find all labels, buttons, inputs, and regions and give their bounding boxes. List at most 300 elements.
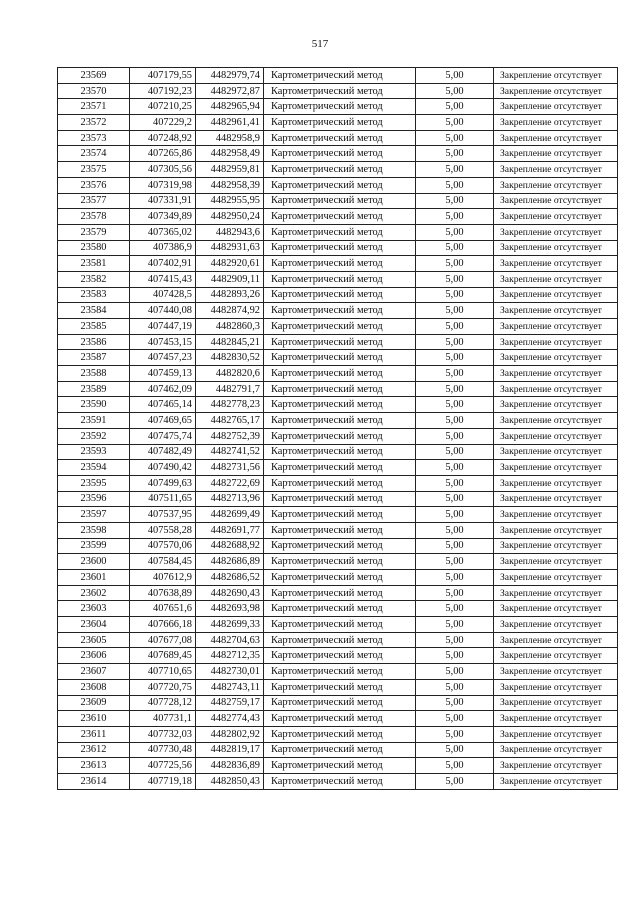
fixing-cell: Закрепление отсутствует bbox=[494, 758, 618, 774]
y-coordinate-cell: 4482958,49 bbox=[196, 146, 264, 162]
method-cell: Картометрический метод bbox=[264, 381, 416, 397]
method-cell: Картометрический метод bbox=[264, 287, 416, 303]
y-coordinate-cell: 4482704,63 bbox=[196, 632, 264, 648]
table-row bbox=[58, 256, 618, 272]
method-cell: Картометрический метод bbox=[264, 209, 416, 225]
fixing-cell: Закрепление отсутствует bbox=[494, 507, 618, 523]
x-coordinate-cell: 407511,65 bbox=[130, 491, 196, 507]
point-number-cell: 23591 bbox=[58, 413, 130, 429]
x-coordinate-cell: 407265,86 bbox=[130, 146, 196, 162]
precision-cell: 5,00 bbox=[416, 742, 494, 758]
fixing-cell: Закрепление отсутствует bbox=[494, 146, 618, 162]
fixing-cell: Закрепление отсутствует bbox=[494, 381, 618, 397]
x-coordinate-cell: 407666,18 bbox=[130, 617, 196, 633]
x-coordinate-cell: 407349,89 bbox=[130, 209, 196, 225]
fixing-cell: Закрепление отсутствует bbox=[494, 695, 618, 711]
y-coordinate-cell: 4482909,11 bbox=[196, 271, 264, 287]
fixing-cell: Закрепление отсутствует bbox=[494, 287, 618, 303]
x-coordinate-cell: 407499,63 bbox=[130, 475, 196, 491]
point-number-cell: 23605 bbox=[58, 632, 130, 648]
table-row bbox=[58, 209, 618, 225]
method-cell: Картометрический метод bbox=[264, 319, 416, 335]
y-coordinate-cell: 4482943,6 bbox=[196, 224, 264, 240]
y-coordinate-cell: 4482860,3 bbox=[196, 319, 264, 335]
fixing-cell: Закрепление отсутствует bbox=[494, 742, 618, 758]
fixing-cell: Закрепление отсутствует bbox=[494, 617, 618, 633]
precision-cell: 5,00 bbox=[416, 522, 494, 538]
point-number-cell: 23569 bbox=[58, 68, 130, 84]
precision-cell: 5,00 bbox=[416, 507, 494, 523]
point-number-cell: 23583 bbox=[58, 287, 130, 303]
y-coordinate-cell: 4482791,7 bbox=[196, 381, 264, 397]
table-row bbox=[58, 664, 618, 680]
table-row bbox=[58, 397, 618, 413]
table-row bbox=[58, 570, 618, 586]
precision-cell: 5,00 bbox=[416, 601, 494, 617]
point-number-cell: 23570 bbox=[58, 83, 130, 99]
precision-cell: 5,00 bbox=[416, 209, 494, 225]
precision-cell: 5,00 bbox=[416, 773, 494, 789]
y-coordinate-cell: 4482712,35 bbox=[196, 648, 264, 664]
y-coordinate-cell: 4482774,43 bbox=[196, 711, 264, 727]
table-row bbox=[58, 617, 618, 633]
table-row bbox=[58, 585, 618, 601]
table-row bbox=[58, 711, 618, 727]
point-number-cell: 23585 bbox=[58, 319, 130, 335]
x-coordinate-cell: 407386,9 bbox=[130, 240, 196, 256]
fixing-cell: Закрепление отсутствует bbox=[494, 632, 618, 648]
method-cell: Картометрический метод bbox=[264, 366, 416, 382]
x-coordinate-cell: 407365,02 bbox=[130, 224, 196, 240]
x-coordinate-cell: 407475,74 bbox=[130, 428, 196, 444]
x-coordinate-cell: 407731,1 bbox=[130, 711, 196, 727]
precision-cell: 5,00 bbox=[416, 224, 494, 240]
y-coordinate-cell: 4482965,94 bbox=[196, 99, 264, 115]
fixing-cell: Закрепление отсутствует bbox=[494, 209, 618, 225]
precision-cell: 5,00 bbox=[416, 381, 494, 397]
method-cell: Картометрический метод bbox=[264, 162, 416, 178]
x-coordinate-cell: 407459,13 bbox=[130, 366, 196, 382]
point-number-cell: 23609 bbox=[58, 695, 130, 711]
fixing-cell: Закрепление отсутствует bbox=[494, 177, 618, 193]
method-cell: Картометрический метод bbox=[264, 193, 416, 209]
table-row bbox=[58, 632, 618, 648]
fixing-cell: Закрепление отсутствует bbox=[494, 83, 618, 99]
precision-cell: 5,00 bbox=[416, 115, 494, 131]
point-number-cell: 23601 bbox=[58, 570, 130, 586]
point-number-cell: 23592 bbox=[58, 428, 130, 444]
fixing-cell: Закрепление отсутствует bbox=[494, 585, 618, 601]
method-cell: Картометрический метод bbox=[264, 554, 416, 570]
method-cell: Картометрический метод bbox=[264, 585, 416, 601]
fixing-cell: Закрепление отсутствует bbox=[494, 350, 618, 366]
table-row bbox=[58, 538, 618, 554]
table-row bbox=[58, 68, 618, 84]
method-cell: Картометрический метод bbox=[264, 350, 416, 366]
table-row bbox=[58, 444, 618, 460]
y-coordinate-cell: 4482691,77 bbox=[196, 522, 264, 538]
x-coordinate-cell: 407677,08 bbox=[130, 632, 196, 648]
method-cell: Картометрический метод bbox=[264, 601, 416, 617]
point-number-cell: 23577 bbox=[58, 193, 130, 209]
precision-cell: 5,00 bbox=[416, 130, 494, 146]
precision-cell: 5,00 bbox=[416, 397, 494, 413]
x-coordinate-cell: 407440,08 bbox=[130, 303, 196, 319]
table-row bbox=[58, 758, 618, 774]
y-coordinate-cell: 4482959,81 bbox=[196, 162, 264, 178]
point-number-cell: 23602 bbox=[58, 585, 130, 601]
y-coordinate-cell: 4482730,01 bbox=[196, 664, 264, 680]
point-number-cell: 23581 bbox=[58, 256, 130, 272]
table-row bbox=[58, 115, 618, 131]
method-cell: Картометрический метод bbox=[264, 303, 416, 319]
table-row bbox=[58, 460, 618, 476]
precision-cell: 5,00 bbox=[416, 475, 494, 491]
point-number-cell: 23613 bbox=[58, 758, 130, 774]
point-number-cell: 23603 bbox=[58, 601, 130, 617]
table-row bbox=[58, 146, 618, 162]
fixing-cell: Закрепление отсутствует bbox=[494, 115, 618, 131]
table-row bbox=[58, 695, 618, 711]
table-row bbox=[58, 522, 618, 538]
point-number-cell: 23575 bbox=[58, 162, 130, 178]
precision-cell: 5,00 bbox=[416, 758, 494, 774]
method-cell: Картометрический метод bbox=[264, 83, 416, 99]
table-body bbox=[58, 68, 618, 790]
y-coordinate-cell: 4482920,61 bbox=[196, 256, 264, 272]
table-row bbox=[58, 177, 618, 193]
fixing-cell: Закрепление отсутствует bbox=[494, 428, 618, 444]
table-row bbox=[58, 224, 618, 240]
method-cell: Картометрический метод bbox=[264, 130, 416, 146]
y-coordinate-cell: 4482820,6 bbox=[196, 366, 264, 382]
precision-cell: 5,00 bbox=[416, 68, 494, 84]
x-coordinate-cell: 407415,43 bbox=[130, 271, 196, 287]
fixing-cell: Закрепление отсутствует bbox=[494, 366, 618, 382]
precision-cell: 5,00 bbox=[416, 413, 494, 429]
y-coordinate-cell: 4482686,89 bbox=[196, 554, 264, 570]
fixing-cell: Закрепление отсутствует bbox=[494, 413, 618, 429]
x-coordinate-cell: 407192,23 bbox=[130, 83, 196, 99]
x-coordinate-cell: 407490,42 bbox=[130, 460, 196, 476]
point-number-cell: 23573 bbox=[58, 130, 130, 146]
point-number-cell: 23584 bbox=[58, 303, 130, 319]
method-cell: Картометрический метод bbox=[264, 726, 416, 742]
y-coordinate-cell: 4482874,92 bbox=[196, 303, 264, 319]
method-cell: Картометрический метод bbox=[264, 773, 416, 789]
y-coordinate-cell: 4482802,92 bbox=[196, 726, 264, 742]
method-cell: Картометрический метод bbox=[264, 413, 416, 429]
precision-cell: 5,00 bbox=[416, 319, 494, 335]
point-number-cell: 23604 bbox=[58, 617, 130, 633]
point-number-cell: 23582 bbox=[58, 271, 130, 287]
fixing-cell: Закрепление отсутствует bbox=[494, 193, 618, 209]
method-cell: Картометрический метод bbox=[264, 679, 416, 695]
point-number-cell: 23586 bbox=[58, 334, 130, 350]
y-coordinate-cell: 4482713,96 bbox=[196, 491, 264, 507]
fixing-cell: Закрепление отсутствует bbox=[494, 648, 618, 664]
y-coordinate-cell: 4482752,39 bbox=[196, 428, 264, 444]
precision-cell: 5,00 bbox=[416, 162, 494, 178]
table-row bbox=[58, 742, 618, 758]
table-row bbox=[58, 240, 618, 256]
method-cell: Картометрический метод bbox=[264, 271, 416, 287]
precision-cell: 5,00 bbox=[416, 428, 494, 444]
y-coordinate-cell: 4482693,98 bbox=[196, 601, 264, 617]
fixing-cell: Закрепление отсутствует bbox=[494, 130, 618, 146]
fixing-cell: Закрепление отсутствует bbox=[494, 601, 618, 617]
table-row bbox=[58, 554, 618, 570]
y-coordinate-cell: 4482950,24 bbox=[196, 209, 264, 225]
precision-cell: 5,00 bbox=[416, 256, 494, 272]
table-row bbox=[58, 475, 618, 491]
x-coordinate-cell: 407725,56 bbox=[130, 758, 196, 774]
table-row bbox=[58, 601, 618, 617]
x-coordinate-cell: 407453,15 bbox=[130, 334, 196, 350]
precision-cell: 5,00 bbox=[416, 366, 494, 382]
method-cell: Картометрический метод bbox=[264, 334, 416, 350]
precision-cell: 5,00 bbox=[416, 585, 494, 601]
y-coordinate-cell: 4482686,52 bbox=[196, 570, 264, 586]
y-coordinate-cell: 4482893,26 bbox=[196, 287, 264, 303]
fixing-cell: Закрепление отсутствует bbox=[494, 303, 618, 319]
method-cell: Картометрический метод bbox=[264, 256, 416, 272]
x-coordinate-cell: 407331,91 bbox=[130, 193, 196, 209]
x-coordinate-cell: 407558,28 bbox=[130, 522, 196, 538]
x-coordinate-cell: 407447,19 bbox=[130, 319, 196, 335]
x-coordinate-cell: 407537,95 bbox=[130, 507, 196, 523]
point-number-cell: 23610 bbox=[58, 711, 130, 727]
method-cell: Картометрический метод bbox=[264, 522, 416, 538]
point-number-cell: 23587 bbox=[58, 350, 130, 366]
y-coordinate-cell: 4482699,49 bbox=[196, 507, 264, 523]
point-number-cell: 23607 bbox=[58, 664, 130, 680]
precision-cell: 5,00 bbox=[416, 271, 494, 287]
point-number-cell: 23579 bbox=[58, 224, 130, 240]
y-coordinate-cell: 4482955,95 bbox=[196, 193, 264, 209]
x-coordinate-cell: 407179,55 bbox=[130, 68, 196, 84]
fixing-cell: Закрепление отсутствует bbox=[494, 397, 618, 413]
y-coordinate-cell: 4482743,11 bbox=[196, 679, 264, 695]
table-row bbox=[58, 162, 618, 178]
x-coordinate-cell: 407457,23 bbox=[130, 350, 196, 366]
method-cell: Картометрический метод bbox=[264, 711, 416, 727]
y-coordinate-cell: 4482778,23 bbox=[196, 397, 264, 413]
point-number-cell: 23614 bbox=[58, 773, 130, 789]
table-row bbox=[58, 428, 618, 444]
x-coordinate-cell: 407482,49 bbox=[130, 444, 196, 460]
precision-cell: 5,00 bbox=[416, 444, 494, 460]
precision-cell: 5,00 bbox=[416, 664, 494, 680]
table-row bbox=[58, 130, 618, 146]
point-number-cell: 23595 bbox=[58, 475, 130, 491]
x-coordinate-cell: 407689,45 bbox=[130, 648, 196, 664]
precision-cell: 5,00 bbox=[416, 460, 494, 476]
y-coordinate-cell: 4482961,41 bbox=[196, 115, 264, 131]
table-row bbox=[58, 726, 618, 742]
table-row bbox=[58, 319, 618, 335]
fixing-cell: Закрепление отсутствует bbox=[494, 68, 618, 84]
precision-cell: 5,00 bbox=[416, 83, 494, 99]
point-number-cell: 23578 bbox=[58, 209, 130, 225]
method-cell: Картометрический метод bbox=[264, 632, 416, 648]
method-cell: Картометрический метод bbox=[264, 570, 416, 586]
table-row bbox=[58, 773, 618, 789]
method-cell: Картометрический метод bbox=[264, 695, 416, 711]
precision-cell: 5,00 bbox=[416, 695, 494, 711]
x-coordinate-cell: 407719,18 bbox=[130, 773, 196, 789]
precision-cell: 5,00 bbox=[416, 334, 494, 350]
precision-cell: 5,00 bbox=[416, 570, 494, 586]
y-coordinate-cell: 4482830,52 bbox=[196, 350, 264, 366]
method-cell: Картометрический метод bbox=[264, 428, 416, 444]
method-cell: Картометрический метод bbox=[264, 460, 416, 476]
fixing-cell: Закрепление отсутствует bbox=[494, 240, 618, 256]
point-number-cell: 23611 bbox=[58, 726, 130, 742]
table-row bbox=[58, 99, 618, 115]
y-coordinate-cell: 4482731,56 bbox=[196, 460, 264, 476]
x-coordinate-cell: 407319,98 bbox=[130, 177, 196, 193]
x-coordinate-cell: 407210,25 bbox=[130, 99, 196, 115]
fixing-cell: Закрепление отсутствует bbox=[494, 711, 618, 727]
fixing-cell: Закрепление отсутствует bbox=[494, 271, 618, 287]
fixing-cell: Закрепление отсутствует bbox=[494, 475, 618, 491]
x-coordinate-cell: 407732,03 bbox=[130, 726, 196, 742]
point-number-cell: 23612 bbox=[58, 742, 130, 758]
point-number-cell: 23598 bbox=[58, 522, 130, 538]
fixing-cell: Закрепление отсутствует bbox=[494, 224, 618, 240]
method-cell: Картометрический метод bbox=[264, 397, 416, 413]
y-coordinate-cell: 4482765,17 bbox=[196, 413, 264, 429]
point-number-cell: 23590 bbox=[58, 397, 130, 413]
precision-cell: 5,00 bbox=[416, 538, 494, 554]
x-coordinate-cell: 407402,91 bbox=[130, 256, 196, 272]
table-row bbox=[58, 679, 618, 695]
precision-cell: 5,00 bbox=[416, 726, 494, 742]
method-cell: Картометрический метод bbox=[264, 444, 416, 460]
y-coordinate-cell: 4482836,89 bbox=[196, 758, 264, 774]
method-cell: Картометрический метод bbox=[264, 475, 416, 491]
precision-cell: 5,00 bbox=[416, 287, 494, 303]
x-coordinate-cell: 407584,45 bbox=[130, 554, 196, 570]
fixing-cell: Закрепление отсутствует bbox=[494, 726, 618, 742]
precision-cell: 5,00 bbox=[416, 350, 494, 366]
table-row bbox=[58, 366, 618, 382]
precision-cell: 5,00 bbox=[416, 193, 494, 209]
point-number-cell: 23608 bbox=[58, 679, 130, 695]
precision-cell: 5,00 bbox=[416, 303, 494, 319]
y-coordinate-cell: 4482931,63 bbox=[196, 240, 264, 256]
table-row bbox=[58, 303, 618, 319]
y-coordinate-cell: 4482722,69 bbox=[196, 475, 264, 491]
page-number: 517 bbox=[311, 38, 329, 50]
point-number-cell: 23576 bbox=[58, 177, 130, 193]
precision-cell: 5,00 bbox=[416, 146, 494, 162]
point-number-cell: 23580 bbox=[58, 240, 130, 256]
table-row bbox=[58, 507, 618, 523]
y-coordinate-cell: 4482741,52 bbox=[196, 444, 264, 460]
method-cell: Картометрический метод bbox=[264, 758, 416, 774]
x-coordinate-cell: 407229,2 bbox=[130, 115, 196, 131]
x-coordinate-cell: 407710,65 bbox=[130, 664, 196, 680]
table-row bbox=[58, 287, 618, 303]
y-coordinate-cell: 4482688,92 bbox=[196, 538, 264, 554]
precision-cell: 5,00 bbox=[416, 679, 494, 695]
y-coordinate-cell: 4482845,21 bbox=[196, 334, 264, 350]
precision-cell: 5,00 bbox=[416, 648, 494, 664]
precision-cell: 5,00 bbox=[416, 711, 494, 727]
method-cell: Картометрический метод bbox=[264, 240, 416, 256]
fixing-cell: Закрепление отсутствует bbox=[494, 444, 618, 460]
method-cell: Картометрический метод bbox=[264, 507, 416, 523]
table-row bbox=[58, 413, 618, 429]
y-coordinate-cell: 4482958,39 bbox=[196, 177, 264, 193]
fixing-cell: Закрепление отсутствует bbox=[494, 319, 618, 335]
y-coordinate-cell: 4482759,17 bbox=[196, 695, 264, 711]
y-coordinate-cell: 4482699,33 bbox=[196, 617, 264, 633]
fixing-cell: Закрепление отсутствует bbox=[494, 664, 618, 680]
point-number-cell: 23597 bbox=[58, 507, 130, 523]
table-row bbox=[58, 491, 618, 507]
table-row bbox=[58, 648, 618, 664]
point-number-cell: 23572 bbox=[58, 115, 130, 131]
fixing-cell: Закрепление отсутствует bbox=[494, 522, 618, 538]
fixing-cell: Закрепление отсутствует bbox=[494, 491, 618, 507]
method-cell: Картометрический метод bbox=[264, 177, 416, 193]
fixing-cell: Закрепление отсутствует bbox=[494, 460, 618, 476]
x-coordinate-cell: 407728,12 bbox=[130, 695, 196, 711]
fixing-cell: Закрепление отсутствует bbox=[494, 99, 618, 115]
table-row bbox=[58, 271, 618, 287]
y-coordinate-cell: 4482979,74 bbox=[196, 68, 264, 84]
method-cell: Картометрический метод bbox=[264, 115, 416, 131]
fixing-cell: Закрепление отсутствует bbox=[494, 773, 618, 789]
table-row bbox=[58, 381, 618, 397]
precision-cell: 5,00 bbox=[416, 491, 494, 507]
coordinates-table bbox=[57, 67, 618, 790]
x-coordinate-cell: 407428,5 bbox=[130, 287, 196, 303]
x-coordinate-cell: 407730,48 bbox=[130, 742, 196, 758]
fixing-cell: Закрепление отсутствует bbox=[494, 570, 618, 586]
y-coordinate-cell: 4482690,43 bbox=[196, 585, 264, 601]
point-number-cell: 23588 bbox=[58, 366, 130, 382]
y-coordinate-cell: 4482972,87 bbox=[196, 83, 264, 99]
method-cell: Картометрический метод bbox=[264, 742, 416, 758]
precision-cell: 5,00 bbox=[416, 177, 494, 193]
table-row bbox=[58, 83, 618, 99]
fixing-cell: Закрепление отсутствует bbox=[494, 554, 618, 570]
method-cell: Картометрический метод bbox=[264, 664, 416, 680]
x-coordinate-cell: 407248,92 bbox=[130, 130, 196, 146]
x-coordinate-cell: 407462,09 bbox=[130, 381, 196, 397]
y-coordinate-cell: 4482819,17 bbox=[196, 742, 264, 758]
point-number-cell: 23600 bbox=[58, 554, 130, 570]
fixing-cell: Закрепление отсутствует bbox=[494, 679, 618, 695]
method-cell: Картометрический метод bbox=[264, 99, 416, 115]
method-cell: Картометрический метод bbox=[264, 146, 416, 162]
table-row bbox=[58, 350, 618, 366]
point-number-cell: 23599 bbox=[58, 538, 130, 554]
point-number-cell: 23594 bbox=[58, 460, 130, 476]
point-number-cell: 23574 bbox=[58, 146, 130, 162]
point-number-cell: 23593 bbox=[58, 444, 130, 460]
precision-cell: 5,00 bbox=[416, 554, 494, 570]
method-cell: Картометрический метод bbox=[264, 68, 416, 84]
method-cell: Картометрический метод bbox=[264, 617, 416, 633]
point-number-cell: 23596 bbox=[58, 491, 130, 507]
fixing-cell: Закрепление отсутствует bbox=[494, 334, 618, 350]
x-coordinate-cell: 407720,75 bbox=[130, 679, 196, 695]
